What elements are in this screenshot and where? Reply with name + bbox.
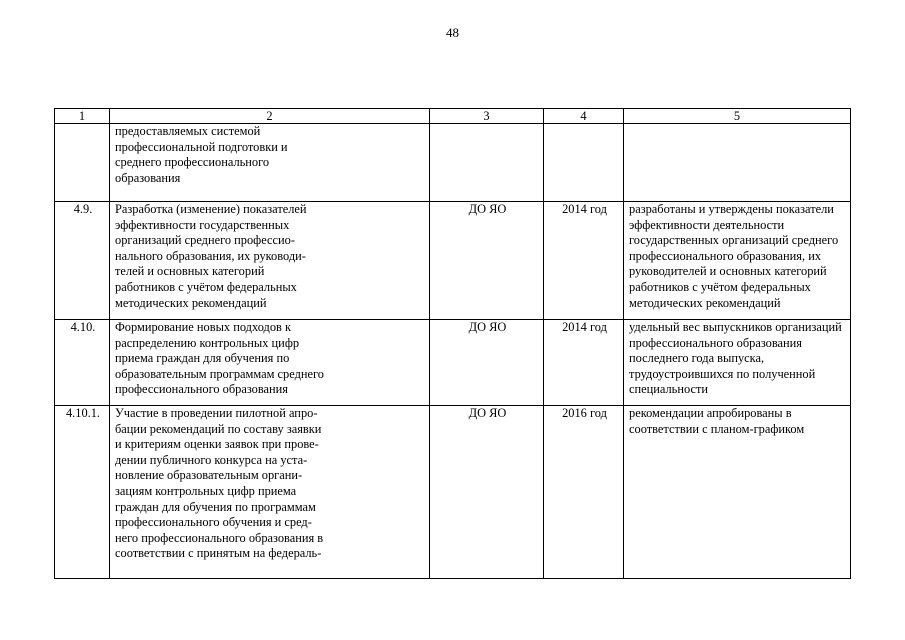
row-event-text: Формирование новых подходов к распределению контрольных цифр приема граждан для обучения по образовательным программам среднего профессионального образования bbox=[110, 320, 430, 406]
table-row bbox=[55, 202, 851, 320]
row-deadline: 2016 год bbox=[544, 406, 624, 579]
row-deadline: 2014 год bbox=[544, 320, 624, 406]
row-number: 4.10.1. bbox=[55, 406, 110, 579]
row-number: 4.9. bbox=[55, 202, 110, 320]
row-event-text: предоставляемых системой профессиональной подготовки и среднего профессионального образования bbox=[110, 124, 430, 202]
row-result-text: удельный вес выпускников организаций профессионального образования последнего года выпуска, трудоустроившихся по полученной специальности bbox=[624, 320, 851, 406]
header-col-2: 2 bbox=[110, 109, 430, 124]
row-deadline bbox=[544, 124, 624, 202]
row-result-text: разработаны и утверждены показатели эффективности деятельности государственных организаций среднего профессионального образования, их руководителей и основных категорий работников с учётом федеральных методических рекомендаций bbox=[624, 202, 851, 320]
row-executor: ДО ЯО bbox=[430, 320, 544, 406]
table-row bbox=[55, 320, 851, 406]
table-row bbox=[55, 406, 851, 579]
page-number: 48 bbox=[446, 25, 459, 40]
table-header-row bbox=[55, 109, 851, 124]
row-event-text: Разработка (изменение) показателей эффективности государственных организаций среднего профессио- нального образования, их руководи- телей и основных категорий работников с учётом федеральных методических рекомендаций bbox=[110, 202, 430, 320]
row-executor: ДО ЯО bbox=[430, 406, 544, 579]
row-executor bbox=[430, 124, 544, 202]
row-result-text bbox=[624, 124, 851, 202]
table-row bbox=[55, 124, 851, 202]
row-deadline: 2014 год bbox=[544, 202, 624, 320]
row-number: 4.10. bbox=[55, 320, 110, 406]
header-col-4: 4 bbox=[544, 109, 624, 124]
header-col-3: 3 bbox=[430, 109, 544, 124]
plan-table bbox=[54, 108, 851, 579]
row-number bbox=[55, 124, 110, 202]
row-event-text: Участие в проведении пилотной апро- бации рекомендаций по составу заявки и критериям оценки заявок при прове- дении публичного конкурса на уста- новление образовательным органи- зациям контрольных цифр приема граждан для обучения по программам профессионального обучения и сред- него профессионального образования в соответствии с принятым на федераль- bbox=[110, 406, 430, 579]
header-col-5: 5 bbox=[624, 109, 851, 124]
row-executor: ДО ЯО bbox=[430, 202, 544, 320]
header-col-1: 1 bbox=[55, 109, 110, 124]
row-result-text: рекомендации апробированы в соответствии с планом-графиком bbox=[624, 406, 851, 579]
